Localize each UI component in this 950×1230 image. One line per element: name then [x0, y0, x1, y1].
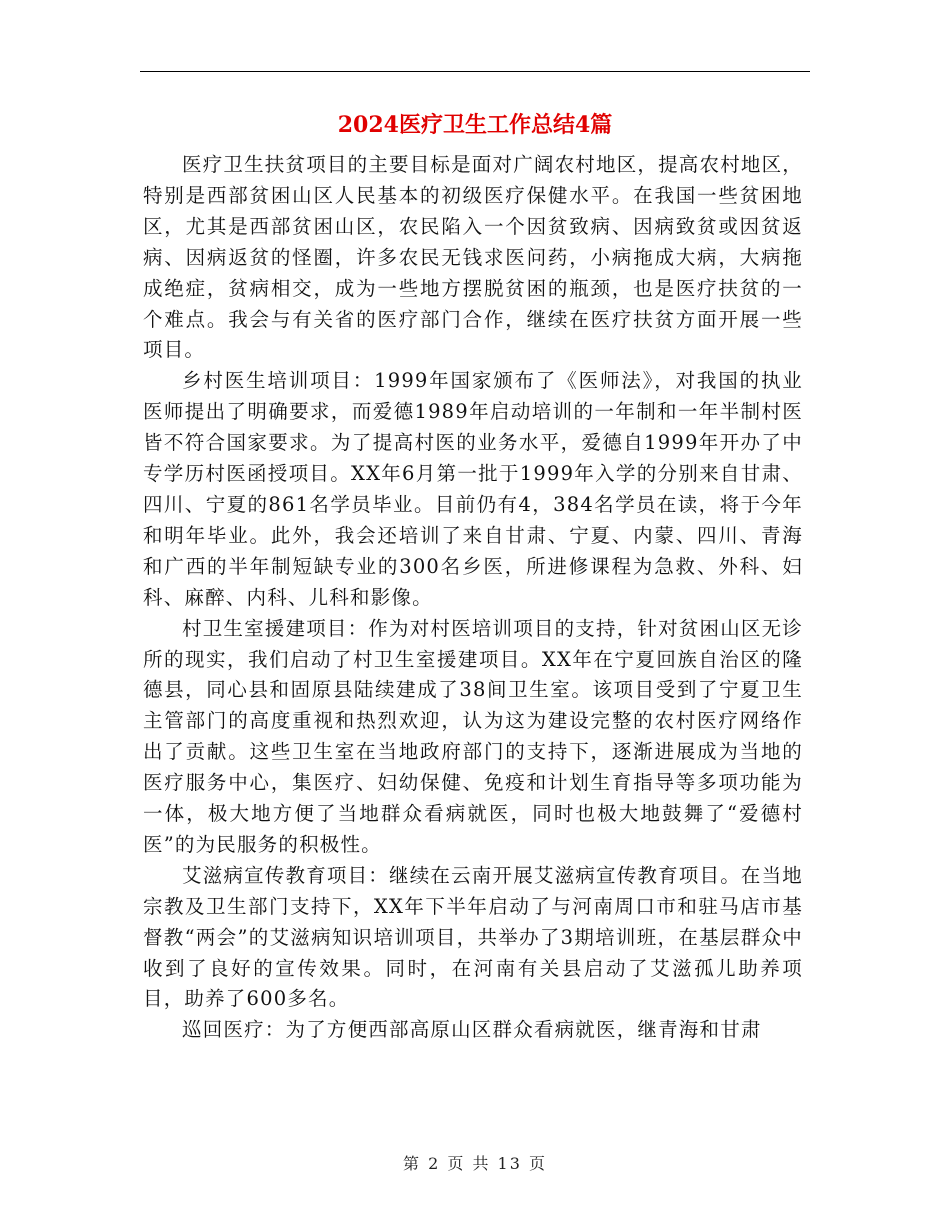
document-body — [143, 150, 803, 1046]
header-rule — [140, 71, 810, 72]
paragraph-village-doctor-training: 乡村医生培训项目：1999年国家颁布了《医师法》，对我国的执业医师提出了明确要求，而爱德1989年启动培训的一年制和一年半制村医皆不符合国家要求。为了提高村医的业务水平，爱德自1999年开办了中专学历村医函授项目。XX年6月第一批于1999年入学的分别来自甘肃、四川、宁夏的861名学员毕业。目前仍有4，384名学员在读，将于今年和明年毕业。此外，我会还培训了来自甘肃、宁夏、内蒙、四川、青海和广西的半年制短缺专业的300名乡医，所进修课程为急救、外科、妇科、麻醉、内科、儿科和影像。 — [143, 369, 803, 609]
paragraph-mobile-medical: 巡回医疗：为了方便西部高原山区群众看病就医，继青海和甘肃 — [182, 1018, 762, 1042]
paragraph-village-clinic: 村卫生室援建项目：作为对村医培训项目的支持，针对贫困山区无诊所的现实，我们启动了村卫生室援建项目。XX年在宁夏回族自治区的隆德县，同心县和固原县陆续建成了38间卫生室。该项目受到了宁夏卫生主管部门的高度重视和热烈欢迎，认为这为建设完整的农村医疗网络作出了贡献。这些卫生室在当地政府部门的支持下，逐渐进展成为当地的医疗服务中心，集医疗、妇幼保健、免疫和计划生育指导等多项功能为一体，极大地方便了当地群众看病就医，同时也极大地鼓舞了“爱德村医”的为民服务的积极性。 — [143, 616, 804, 856]
page-footer: 第 2 页 共 13 页 — [403, 1154, 547, 1173]
paragraph-intro: 医疗卫生扶贫项目的主要目标是面对广阔农村地区，提高农村地区，特别是西部贫困山区人民基本的初级医疗保健水平。在我国一些贫困地区，尤其是西部贫困山区，农民陷入一个因贫致病、因病致贫或因贫返病、因病返贫的怪圈，许多农民无钱求医问药，小病拖成大病，大病拖成绝症，贫病相交，成为一些地方摆脱贫困的瓶颈，也是医疗扶贫的一个难点。我会与有关省的医疗部门合作，继续在医疗扶贫方面开展一些项目。 — [143, 153, 804, 362]
paragraph-aids-education: 艾滋病宣传教育项目：继续在云南开展艾滋病宣传教育项目。在当地宗教及卫生部门支持下，XX年下半年启动了与河南周口市和驻马店市基督教“两会”的艾滋病知识培训项目，共举办了3期培训班，在基层群众中收到了良好的宣传效果。同时，在河南有关县启动了艾滋孤儿助养项目，助养了600多名。 — [143, 863, 804, 1011]
document-title: 2024医疗卫生工作总结4篇 — [337, 112, 613, 138]
